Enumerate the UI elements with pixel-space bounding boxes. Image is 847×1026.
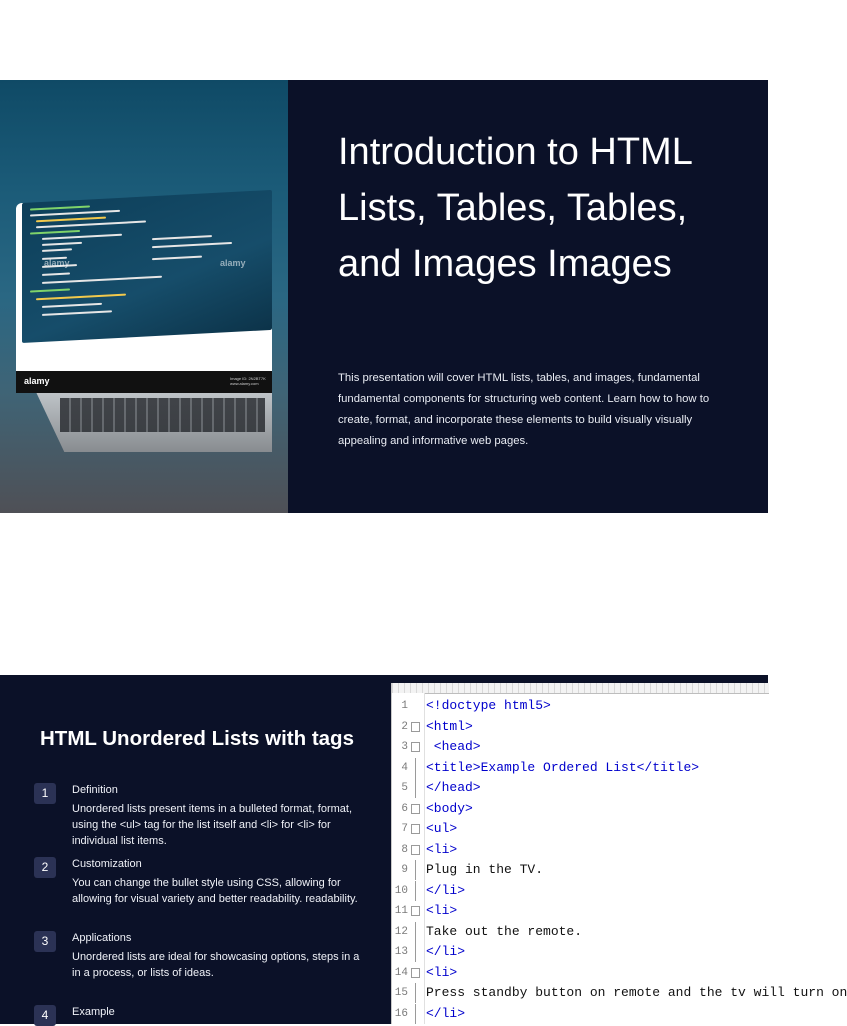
step-number: 4: [34, 1005, 56, 1026]
code-line: [392, 819, 769, 839]
fold-guide-line: [415, 922, 416, 942]
alamy-logo: alamy: [24, 376, 50, 386]
code-text: <li>: [426, 903, 458, 918]
code-line: [392, 901, 769, 921]
code-editor-screenshot: [391, 683, 847, 1024]
fold-toggle-icon[interactable]: [411, 968, 420, 978]
code-line: [392, 717, 769, 737]
code-line: [392, 737, 769, 757]
code-text: </li>: [426, 882, 466, 898]
alamy-image-id: Image ID: 2N2BT7K www.alamy.com: [230, 376, 266, 386]
step-heading: Applications: [72, 932, 132, 944]
step-text: Unordered lists present items in a bulleted format, format, using the <ul> tag for the list itself and <li> for <li> for individual list items.: [72, 803, 353, 847]
step-number: 1: [34, 783, 56, 804]
slide-description: This presentation will cover HTML lists, tables, and images, fundamental fundamental components for structuring web content. Learn how to how to create, format, and incorporate these elements to build visually visually appealing and informative web pages.: [338, 372, 710, 447]
code-line: [392, 840, 769, 860]
fold-guide-line: [415, 758, 416, 778]
code-text: </li>: [426, 944, 466, 959]
code-text: <!doctype html5>: [426, 698, 551, 713]
laptop-screen: [16, 203, 272, 393]
line-number: 3: [401, 741, 408, 753]
alamy-watermark: alamy: [220, 258, 246, 268]
code-line: [392, 983, 847, 1003]
line-number: 1: [401, 700, 408, 712]
code-text: Take out the remote.: [426, 923, 583, 939]
code-text: <ul>: [426, 821, 458, 836]
code-line: [392, 860, 769, 880]
code-text: <body>: [426, 800, 473, 816]
step-heading: Customization: [72, 858, 142, 870]
line-number: 15: [394, 987, 408, 999]
laptop-keyboard: [60, 398, 265, 432]
line-number: 2: [401, 720, 408, 733]
fold-toggle-icon[interactable]: [411, 742, 420, 752]
fold-guide-line: [415, 778, 416, 798]
code-line: [392, 778, 769, 798]
fold-guide-line: [415, 1004, 416, 1024]
line-number: 6: [401, 802, 408, 815]
code-text: </li>: [426, 1005, 466, 1021]
fold-guide-line: [415, 942, 416, 962]
line-number: 12: [394, 925, 408, 938]
code-line: [392, 758, 769, 778]
fold-guide-line: [415, 881, 416, 901]
fold-toggle-icon[interactable]: [411, 722, 420, 732]
code-text: Plug in the TV.: [426, 862, 544, 877]
code-text: <html>: [426, 718, 473, 734]
line-number: 13: [394, 946, 408, 958]
step-number: 2: [34, 857, 56, 878]
line-number: 8: [401, 843, 408, 856]
code-text: <title>Example Ordered List</title>: [426, 759, 700, 775]
fold-guide-line: [415, 860, 416, 880]
line-number: 10: [394, 884, 408, 897]
laptop-code-photo: [0, 80, 288, 513]
editor-ruler: [392, 683, 769, 694]
line-number: 14: [394, 966, 408, 979]
code-line: [392, 942, 769, 962]
slide-title: Introduction to HTML Lists, Tables, Tables, and Images Images: [338, 131, 692, 285]
slide-title: HTML Unordered Lists with tags: [40, 727, 354, 750]
step-heading: Example: [72, 1006, 115, 1018]
code-line: [392, 1004, 769, 1024]
code-text: </head>: [426, 780, 481, 795]
step-number: 3: [34, 931, 56, 952]
fold-toggle-icon[interactable]: [411, 824, 420, 834]
alamy-watermark: alamy: [44, 258, 70, 268]
step-heading: Definition: [72, 784, 118, 796]
fold-toggle-icon[interactable]: [411, 845, 420, 855]
code-line: [392, 881, 769, 901]
code-text: Press standby button on remote and the tv will turn on: [426, 985, 847, 1000]
code-text: <li>: [426, 841, 458, 857]
code-text: <head>: [426, 739, 481, 754]
code-line: [392, 963, 769, 983]
code-line: [392, 696, 769, 716]
line-number: 4: [401, 761, 408, 774]
unordered-lists-slide: [0, 675, 847, 1024]
fold-toggle-icon[interactable]: [411, 804, 420, 814]
fold-toggle-icon[interactable]: [411, 906, 420, 916]
intro-slide: [0, 80, 768, 513]
line-number: 9: [401, 864, 408, 876]
line-number: 5: [401, 782, 408, 794]
line-number: 7: [401, 823, 408, 835]
line-number: 16: [394, 1007, 408, 1020]
step-text: Unordered lists are ideal for showcasing options, steps in a in a process, or lists of ideas.: [72, 951, 360, 979]
code-line: [392, 922, 769, 942]
code-text: <li>: [426, 964, 458, 980]
line-number: 11: [394, 905, 408, 917]
step-text: You can change the bullet style using CSS, allowing for allowing for visual variety and better readability. readability.: [72, 877, 358, 905]
fold-guide-line: [415, 983, 416, 1003]
code-line: [392, 799, 769, 819]
